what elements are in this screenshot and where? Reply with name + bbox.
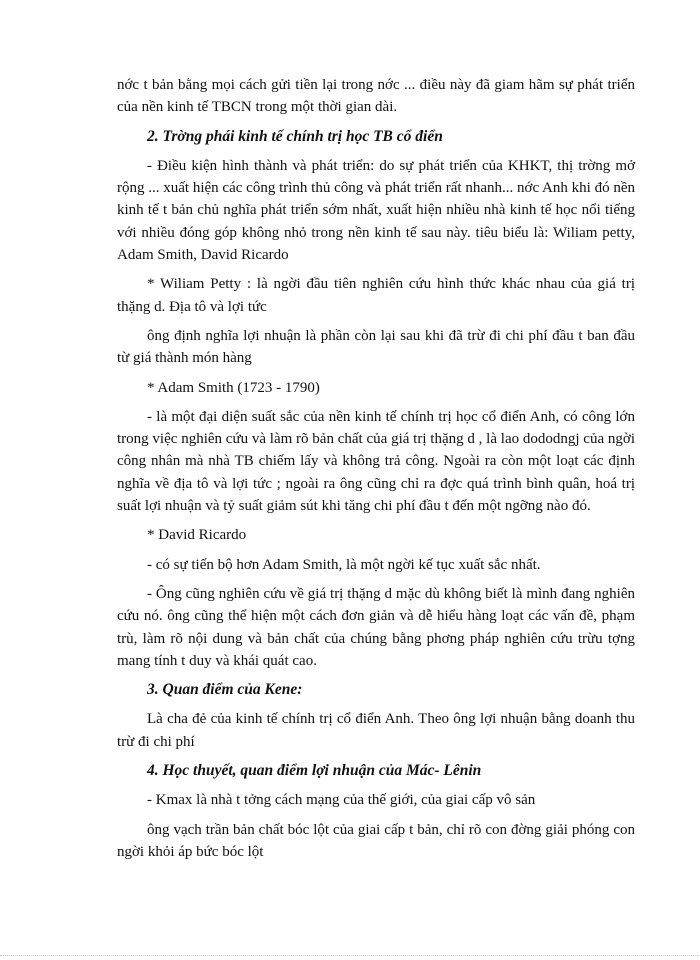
section-heading: 2. Trờng phái kinh tế chính trị học TB cổ điển	[147, 127, 443, 145]
paragraph: - là một đại diện suất sắc của nền kinh tế chính trị học cổ điển Anh, có công lớn trong việc nghiên cứu và làm rõ bản chất của giá trị thặng d , là lao dododngj của ngời công nhân mà nhà TB chiếm lấy và không trả công. Ngoài ra còn một loạt các định nghĩa về địa tô và lợi tức ; ngoài ra ông cũng chỉ ra đợc quá trình bình quân, hoá trị suất lợi nhuận và tỷ suất giảm sút khi tăng chi phí đầu t đến một ngỡng nào đó.	[117, 408, 635, 515]
document-page	[117, 74, 635, 863]
paragraph: - Điều kiện hình thành và phát triển: do sự phát triển của KHKT, thị trờng mở rộng ... xuất hiện các công trình thủ công và phát triển rất nhanh... nớc Anh khi đó nền kinh tế t bản chủ nghĩa phát triển sớm nhất, xuất hiện nhiều nhà kinh tế học nổi tiếng với nhiều đóng góp không nhỏ trong nền kinh tế sau này. tiêu biểu là: Wiliam petty, Adam Smith, David Ricardo	[117, 157, 635, 264]
paragraph: ông định nghĩa lợi nhuận là phần còn lại sau khi đã trừ đi chi phí đầu t ban đầu từ giá thành món hàng	[117, 327, 635, 367]
paragraph: ông vạch trần bản chất bóc lột của giai cấp t bản, chỉ rõ con đờng giải phóng con ngời khỏi áp bức bóc lột	[117, 821, 635, 860]
paragraph: - có sự tiến bộ hơn Adam Smith, là một ngời kế tục xuất sắc nhất.	[147, 556, 541, 573]
paragraph: * Wiliam Petty : là ngời đầu tiên nghiên cứu hình thức khác nhau của giá trị thặng d. Địa tô và lợi tức	[117, 276, 635, 315]
paragraph: * David Ricardo	[147, 527, 247, 544]
paragraph: Là cha đẻ của kinh tế chính trị cổ điển Anh. Theo ông lợi nhuận bằng doanh thu trừ đi chi phí	[117, 711, 635, 750]
paragraph: * Adam Smith (1723 - 1790)	[147, 379, 320, 396]
section-heading: 4. Học thuyết, quan điểm lợi nhuận của Mác- Lênin	[147, 762, 482, 780]
page-bottom-divider	[0, 955, 700, 956]
paragraph: - Kmax là nhà t tởng cách mạng của thế giới, của giai cấp vô sản	[147, 792, 536, 809]
paragraph: - Ông cũng nghiên cứu về giá trị thặng d mặc dù không biết là mình đang nghiên cứu nó. ông cũng thể hiện một cách đơn giản và dễ hiểu hàng loạt các vấn đề, phạm trù, làm rõ nội dung và bản chất của chúng bằng phơng pháp nghiên cứu trừu tợng mang tính t duy và khái quát cao.	[117, 585, 635, 669]
paragraph: nớc t bản bằng mọi cách gửi tiền lại trong nớc ... điều này đã giam hãm sự phát triển của nền kinh tế TBCN trong một thời gian dài.	[117, 77, 635, 116]
section-heading: 3. Quan điểm của Kene:	[147, 681, 303, 699]
